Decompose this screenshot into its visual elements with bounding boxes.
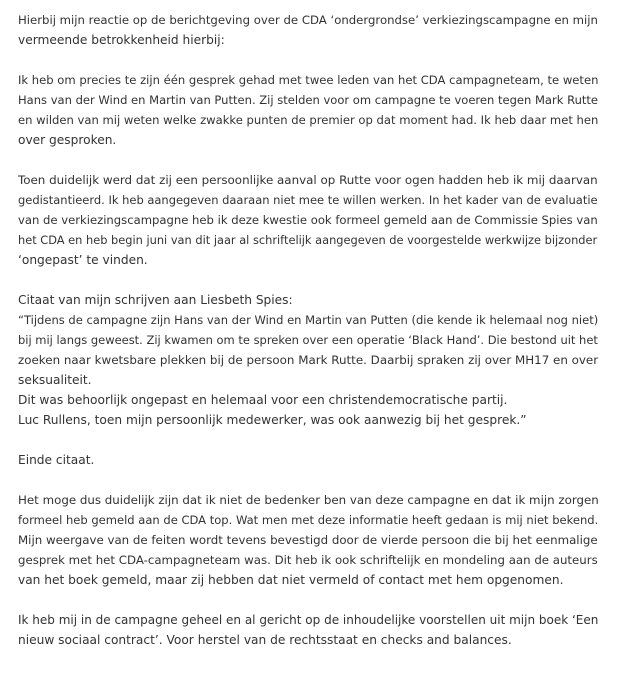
text-line: over gesproken.	[18, 133, 117, 147]
paragraph-3	[18, 170, 604, 270]
paragraph-6	[18, 490, 604, 590]
text-line: formeel heb gemeld aan de CDA top. Wat men met deze informatie heeft gedaan is mij niet bekend.	[18, 513, 599, 527]
text-line: van het boek gemeld, maar zij hebben dat niet vermeld of contact met hem opgenomen.	[18, 573, 564, 587]
text-line: seksualiteit.	[18, 373, 92, 387]
paragraph-2	[18, 70, 604, 150]
text-line: vermeende betrokkenheid hierbij:	[18, 33, 225, 47]
text-line: zoeken naar kwetsbare plekken bij de persoon Mark Rutte. Daarbij spraken zij over MH17 en over	[18, 353, 599, 367]
text-line: Citaat van mijn schrijven aan Liesbeth Spies:	[18, 293, 293, 307]
statement-document	[18, 10, 604, 670]
paragraph-4	[18, 290, 604, 430]
text-line: Dit was behoorlijk ongepast en helemaal voor een christendemocratische partij.	[18, 393, 508, 407]
paragraph-1	[18, 10, 604, 50]
text-line: en wilden van mij weten welke zwakke punten de premier op dat moment had. Ik heb daar met hen	[18, 113, 599, 127]
text-line: Hans van der Wind en Martin van Putten. Zij stelden voor om campagne te voeren tegen Mark Rutte	[18, 93, 599, 107]
text-line: het CDA en heb begin juni van dit jaar al schriftelijk aangegeven de voorgestelde werkwijze bijzonder	[18, 233, 598, 247]
text-line: Luc Rullens, toen mijn persoonlijk medewerker, was ook aanwezig bij het gesprek.”	[18, 413, 527, 427]
text-line: Hierbij mijn reactie op de berichtgeving over de CDA ‘ondergrondse’ verkiezingscampagne en mijn	[18, 13, 598, 27]
paragraph-5	[18, 450, 604, 470]
text-line: bij mij langs geweest. Zij kwamen om te spreken over een operatie ‘Black Hand’. Die bestond uit het	[18, 333, 598, 347]
text-line: gesprek met het CDA-campagneteam was. Dit heb ik ook schriftelijk en mondeling aan de auteurs	[18, 553, 598, 567]
text-line: van de verkiezingscampagne heb ik deze kwestie ook formeel gemeld aan de Commissie Spies van	[18, 213, 598, 227]
text-line: ‘ongepast’ te vinden.	[18, 253, 148, 267]
text-line: Het moge dus duidelijk zijn dat ik niet de bedenker ben van deze campagne en dat ik mijn zorgen	[18, 493, 599, 507]
text-line: Toen duidelijk werd dat zij een persoonlijke aanval op Rutte voor ogen hadden heb ik mij daarvan	[18, 173, 598, 187]
paragraph-7	[18, 610, 604, 650]
text-line: nieuw sociaal contract’. Voor herstel van de rechtsstaat en checks and balances.	[18, 633, 512, 647]
text-line: Einde citaat.	[18, 453, 95, 467]
text-line: Ik heb om precies te zijn één gesprek gehad met twee leden van het CDA campagneteam, te weten	[18, 73, 599, 87]
text-line: Mijn weergave van de feiten wordt tevens bevestigd door de vierde persoon die bij het eenmalige	[18, 533, 598, 547]
text-line: “Tijdens de campagne zijn Hans van der Wind en Martin van Putten (die kende ik helemaal nog niet)	[18, 313, 599, 327]
text-line: gedistantieerd. Ik heb aangegeven daaraan niet mee te willen werken. In het kader van de evaluatie	[18, 193, 598, 207]
text-line: Ik heb mij in de campagne geheel en al gericht op de inhoudelijke voorstellen uit mijn boek ‘Een	[18, 613, 599, 627]
